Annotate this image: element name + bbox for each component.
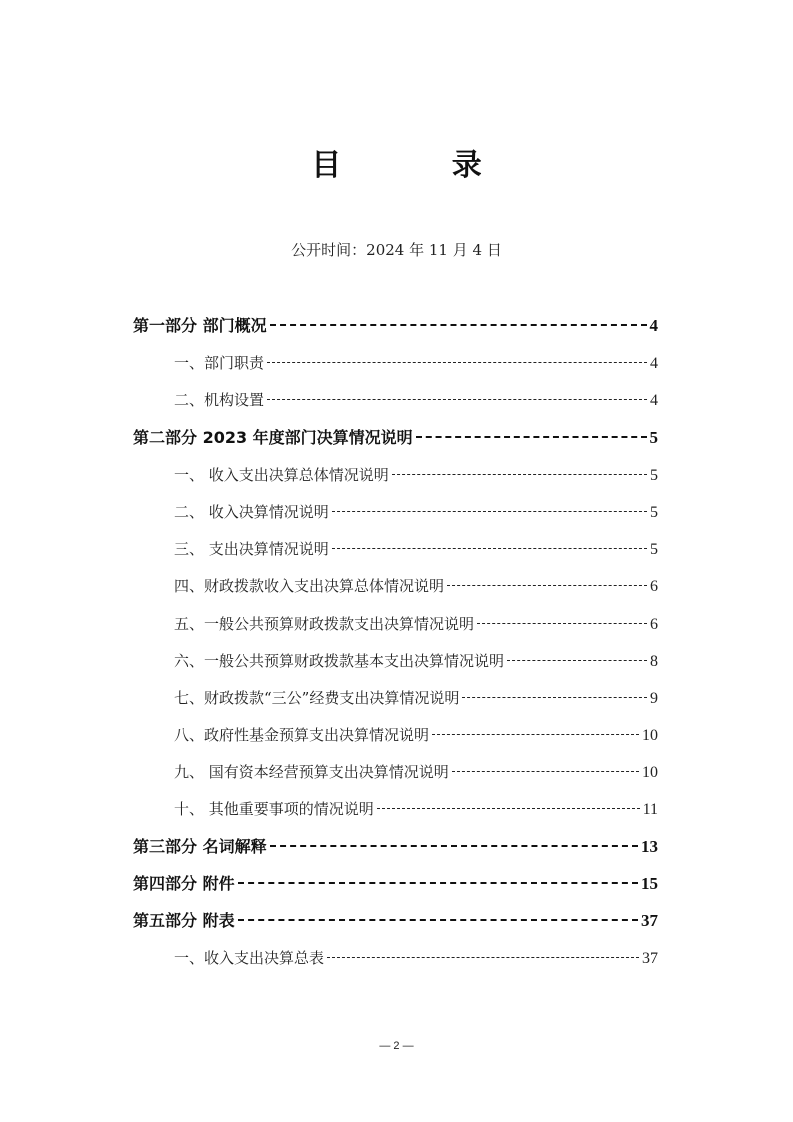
toc-leader xyxy=(267,399,647,400)
toc-entry-page: 4 xyxy=(650,392,658,410)
toc-entry[interactable] xyxy=(133,758,658,795)
toc-entry[interactable] xyxy=(133,870,658,907)
toc-entry-page: 10 xyxy=(642,727,658,745)
toc-entry-label: 第四部分 附件 xyxy=(133,873,235,893)
toc-entry[interactable] xyxy=(133,349,658,386)
toc-entry[interactable] xyxy=(133,424,658,461)
toc-entry-page: 15 xyxy=(641,873,658,893)
toc-entry[interactable] xyxy=(133,833,658,870)
toc-entry-label: 十、 其他重要事项的情况说明 xyxy=(174,800,374,819)
toc-entry-label: 第五部分 附表 xyxy=(133,911,235,930)
toc-entry-page: 9 xyxy=(650,689,658,707)
toc-entry[interactable] xyxy=(133,572,658,609)
toc-entry-label: 第一部分 部门概况 xyxy=(133,316,267,335)
toc-leader xyxy=(507,660,647,661)
toc-entry[interactable] xyxy=(133,610,658,647)
toc-entry-page: 6 xyxy=(650,615,658,633)
toc-entry[interactable] xyxy=(133,312,658,349)
table-of-contents xyxy=(133,312,658,981)
toc-entry-label: 五、一般公共预算财政拨款支出决算情况说明 xyxy=(174,614,475,633)
toc-entry[interactable] xyxy=(133,907,658,944)
toc-entry-page: 8 xyxy=(650,652,658,670)
toc-entry-page: 11 xyxy=(642,801,658,819)
toc-leader xyxy=(462,697,647,698)
toc-entry-page: 5 xyxy=(650,541,658,559)
toc-leader xyxy=(270,845,638,847)
toc-entry-page: 4 xyxy=(649,316,658,335)
toc-entry[interactable] xyxy=(133,684,658,721)
page-title: 目 录 xyxy=(311,148,532,183)
toc-entry-page: 5 xyxy=(650,466,658,484)
toc-leader xyxy=(416,436,647,438)
toc-entry-label: 九、 国有资本经营预算支出决算情况说明 xyxy=(174,763,449,782)
toc-leader xyxy=(267,362,647,363)
toc-leader xyxy=(270,324,647,326)
toc-entry-label: 一、部门职责 xyxy=(174,354,265,373)
toc-leader xyxy=(477,623,647,624)
toc-entry[interactable] xyxy=(133,795,658,832)
toc-entry-label: 第三部分 名词解释 xyxy=(133,836,267,856)
toc-entry-label: 六、一般公共预算财政拨款基本支出决算情况说明 xyxy=(174,651,505,670)
toc-entry-page: 5 xyxy=(650,503,658,521)
toc-leader xyxy=(447,585,647,586)
toc-entry-label: 二、机构设置 xyxy=(174,391,265,410)
toc-leader xyxy=(238,882,638,884)
toc-entry[interactable] xyxy=(133,944,658,981)
toc-leader xyxy=(452,771,639,772)
toc-leader xyxy=(332,548,647,549)
toc-entry-page: 10 xyxy=(642,764,658,782)
toc-entry[interactable] xyxy=(133,461,658,498)
toc-entry[interactable] xyxy=(133,535,658,572)
toc-entry-page: 6 xyxy=(650,578,658,596)
toc-entry-page: 37 xyxy=(642,950,658,968)
page-number: — 2 — xyxy=(379,1040,414,1052)
toc-leader xyxy=(377,808,640,809)
toc-entry[interactable] xyxy=(133,498,658,535)
toc-leader xyxy=(238,919,638,921)
toc-entry-page: 5 xyxy=(649,427,658,447)
publish-date: 公开时间：2024 年 11 月 4 日 xyxy=(291,241,502,259)
toc-entry-page: 37 xyxy=(641,911,658,930)
toc-leader xyxy=(332,511,647,512)
toc-entry-label: 四、财政拨款收入支出决算总体情况说明 xyxy=(174,577,445,596)
toc-entry-label: 第二部分 2023 年度部门决算情况说明 xyxy=(133,427,413,447)
toc-entry-label: 二、 收入决算情况说明 xyxy=(174,502,329,521)
toc-entry-label: 一、收入支出决算总表 xyxy=(174,949,325,968)
toc-entry-label: 三、 支出决算情况说明 xyxy=(174,540,329,559)
toc-entry[interactable] xyxy=(133,647,658,684)
toc-entry-page: 13 xyxy=(641,836,658,856)
toc-entry-label: 八、政府性基金预算支出决算情况说明 xyxy=(174,726,430,745)
toc-leader xyxy=(432,734,639,735)
toc-entry[interactable] xyxy=(133,721,658,758)
toc-entry-label: 一、 收入支出决算总体情况说明 xyxy=(174,465,389,484)
toc-leader xyxy=(392,474,647,475)
toc-entry-label: 七、财政拨款“三公”经费支出决算情况说明 xyxy=(174,688,460,707)
toc-entry-page: 4 xyxy=(650,355,658,373)
toc-entry[interactable] xyxy=(133,386,658,423)
toc-leader xyxy=(327,957,639,958)
